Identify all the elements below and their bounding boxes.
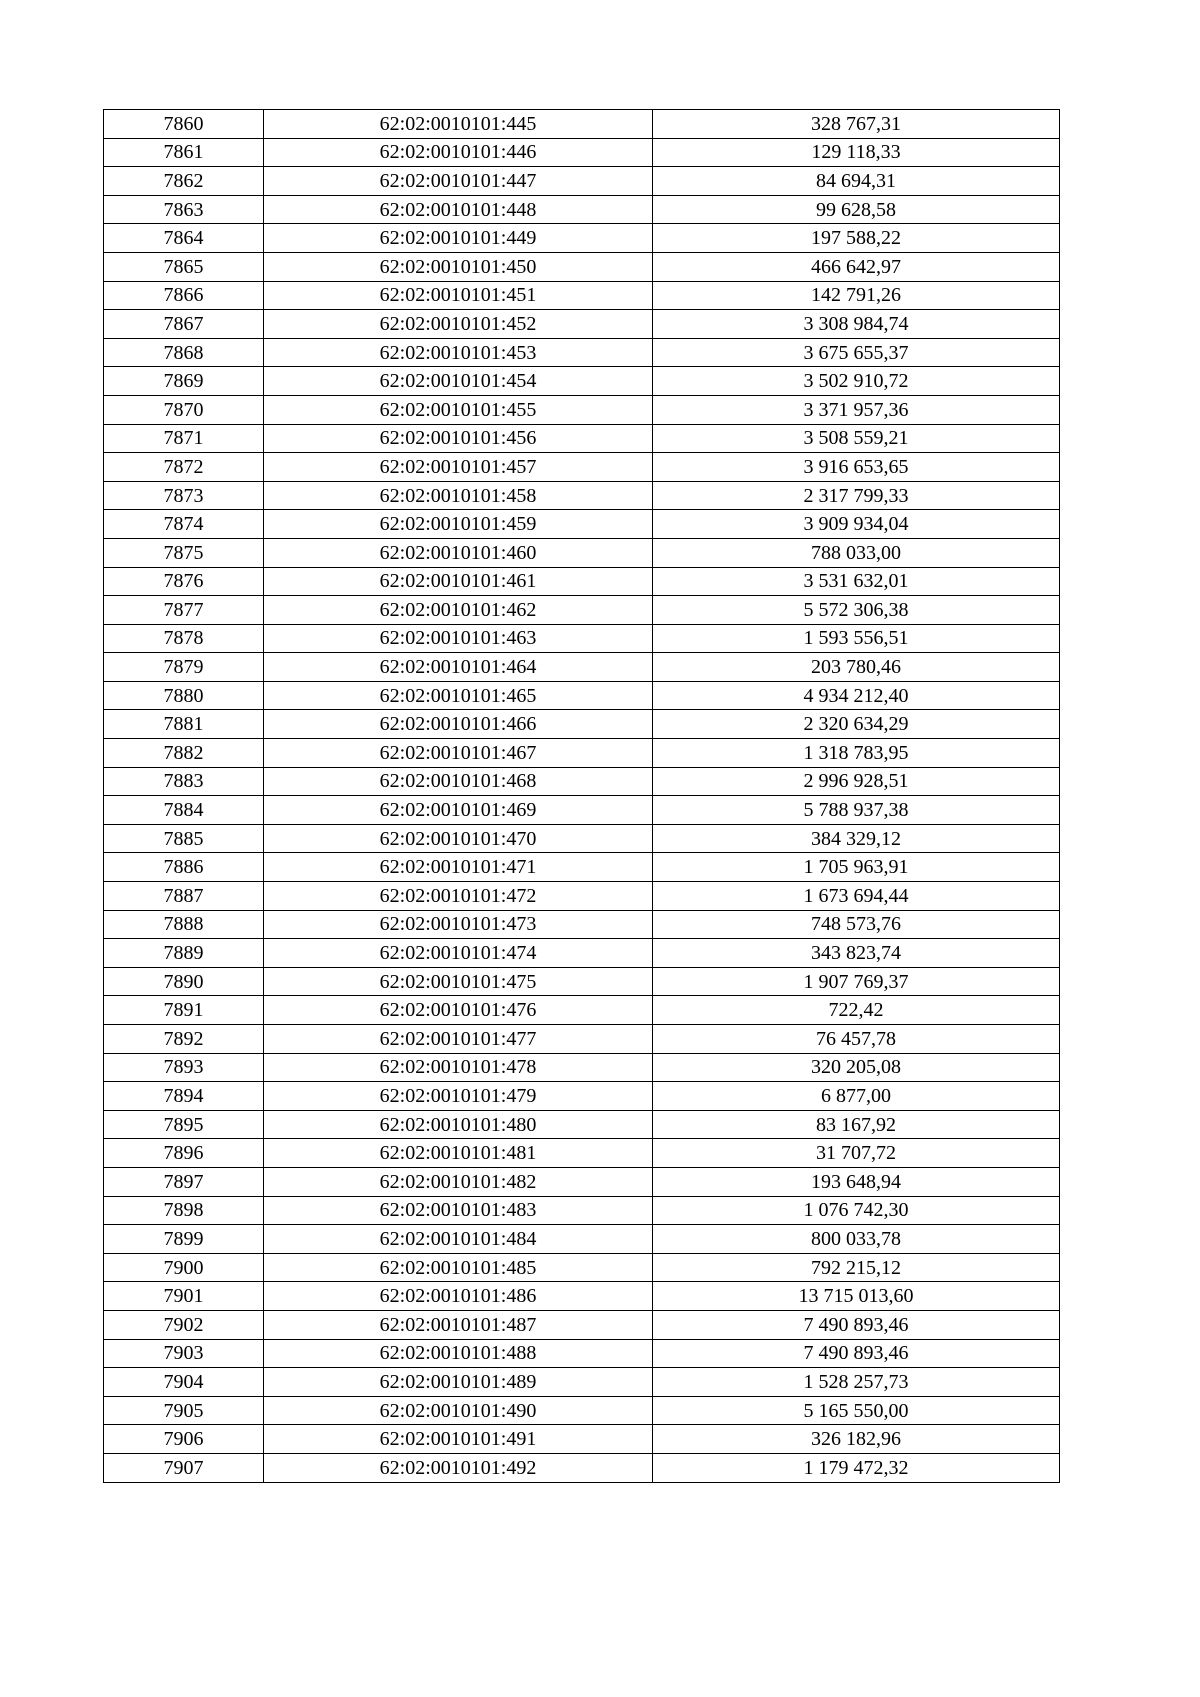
cadastral-value-cell: 320 205,08 [653, 1053, 1060, 1082]
cadastral-number-cell: 62:02:0010101:481 [264, 1139, 653, 1168]
cadastral-value-cell: 129 118,33 [653, 138, 1060, 167]
table-row [104, 1396, 1060, 1425]
cadastral-number-cell: 62:02:0010101:466 [264, 710, 653, 739]
cadastral-number-cell: 62:02:0010101:477 [264, 1025, 653, 1054]
cadastral-number-cell: 62:02:0010101:450 [264, 252, 653, 281]
cadastral-number-cell: 62:02:0010101:458 [264, 481, 653, 510]
row-number-cell: 7864 [104, 224, 264, 253]
cadastral-number-cell: 62:02:0010101:491 [264, 1425, 653, 1454]
cadastral-value-cell: 2 317 799,33 [653, 481, 1060, 510]
row-number-cell: 7861 [104, 138, 264, 167]
cadastral-value-cell: 3 531 632,01 [653, 567, 1060, 596]
row-number-cell: 7878 [104, 624, 264, 653]
cadastral-value-cell: 193 648,94 [653, 1167, 1060, 1196]
cadastral-number-cell: 62:02:0010101:462 [264, 596, 653, 625]
cadastral-value-cell: 748 573,76 [653, 910, 1060, 939]
cadastral-number-cell: 62:02:0010101:483 [264, 1196, 653, 1225]
table-row [104, 453, 1060, 482]
cadastral-number-cell: 62:02:0010101:476 [264, 996, 653, 1025]
cadastral-number-cell: 62:02:0010101:475 [264, 967, 653, 996]
row-number-cell: 7891 [104, 996, 264, 1025]
cadastral-value-cell: 7 490 893,46 [653, 1310, 1060, 1339]
cadastral-number-cell: 62:02:0010101:454 [264, 367, 653, 396]
cadastral-value-cell: 3 508 559,21 [653, 424, 1060, 453]
table-row [104, 882, 1060, 911]
row-number-cell: 7862 [104, 167, 264, 196]
cadastral-value-cell: 788 033,00 [653, 538, 1060, 567]
cadastral-number-cell: 62:02:0010101:486 [264, 1282, 653, 1311]
cadastral-number-cell: 62:02:0010101:489 [264, 1368, 653, 1397]
row-number-cell: 7870 [104, 395, 264, 424]
cadastral-value-cell: 792 215,12 [653, 1253, 1060, 1282]
row-number-cell: 7894 [104, 1082, 264, 1111]
cadastral-number-cell: 62:02:0010101:463 [264, 624, 653, 653]
row-number-cell: 7907 [104, 1453, 264, 1482]
row-number-cell: 7872 [104, 453, 264, 482]
table-row [104, 1082, 1060, 1111]
row-number-cell: 7900 [104, 1253, 264, 1282]
row-number-cell: 7892 [104, 1025, 264, 1054]
table-row [104, 939, 1060, 968]
cadastral-number-cell: 62:02:0010101:492 [264, 1453, 653, 1482]
row-number-cell: 7904 [104, 1368, 264, 1397]
cadastral-number-cell: 62:02:0010101:456 [264, 424, 653, 453]
table-row [104, 1053, 1060, 1082]
row-number-cell: 7905 [104, 1396, 264, 1425]
cadastral-value-cell: 3 371 957,36 [653, 395, 1060, 424]
cadastral-value-cell: 328 767,31 [653, 110, 1060, 139]
cadastral-value-cell: 1 907 769,37 [653, 967, 1060, 996]
table-row [104, 224, 1060, 253]
table-row [104, 739, 1060, 768]
table-row [104, 1167, 1060, 1196]
cadastral-value-table [103, 109, 1060, 1483]
table-row [104, 910, 1060, 939]
row-number-cell: 7863 [104, 195, 264, 224]
cadastral-number-cell: 62:02:0010101:457 [264, 453, 653, 482]
row-number-cell: 7881 [104, 710, 264, 739]
row-number-cell: 7899 [104, 1225, 264, 1254]
row-number-cell: 7887 [104, 882, 264, 911]
table-row [104, 510, 1060, 539]
cadastral-number-cell: 62:02:0010101:490 [264, 1396, 653, 1425]
row-number-cell: 7865 [104, 252, 264, 281]
table-row [104, 338, 1060, 367]
cadastral-value-cell: 3 502 910,72 [653, 367, 1060, 396]
row-number-cell: 7873 [104, 481, 264, 510]
cadastral-number-cell: 62:02:0010101:453 [264, 338, 653, 367]
cadastral-value-cell: 1 076 742,30 [653, 1196, 1060, 1225]
cadastral-number-cell: 62:02:0010101:448 [264, 195, 653, 224]
cadastral-number-cell: 62:02:0010101:485 [264, 1253, 653, 1282]
cadastral-value-cell: 76 457,78 [653, 1025, 1060, 1054]
cadastral-value-cell: 2 320 634,29 [653, 710, 1060, 739]
table-row [104, 824, 1060, 853]
table-row [104, 138, 1060, 167]
cadastral-value-cell: 1 593 556,51 [653, 624, 1060, 653]
table-row [104, 853, 1060, 882]
cadastral-value-cell: 3 308 984,74 [653, 310, 1060, 339]
cadastral-number-cell: 62:02:0010101:470 [264, 824, 653, 853]
table-row [104, 367, 1060, 396]
row-number-cell: 7867 [104, 310, 264, 339]
cadastral-value-cell: 3 916 653,65 [653, 453, 1060, 482]
row-number-cell: 7889 [104, 939, 264, 968]
cadastral-number-cell: 62:02:0010101:473 [264, 910, 653, 939]
row-number-cell: 7893 [104, 1053, 264, 1082]
cadastral-value-cell: 5 165 550,00 [653, 1396, 1060, 1425]
table-row [104, 1225, 1060, 1254]
row-number-cell: 7888 [104, 910, 264, 939]
cadastral-number-cell: 62:02:0010101:487 [264, 1310, 653, 1339]
table-row [104, 1110, 1060, 1139]
table-row [104, 1282, 1060, 1311]
table-row [104, 1253, 1060, 1282]
table-row [104, 796, 1060, 825]
row-number-cell: 7860 [104, 110, 264, 139]
row-number-cell: 7895 [104, 1110, 264, 1139]
cadastral-value-cell: 800 033,78 [653, 1225, 1060, 1254]
table-row [104, 567, 1060, 596]
cadastral-value-cell: 466 642,97 [653, 252, 1060, 281]
cadastral-number-cell: 62:02:0010101:461 [264, 567, 653, 596]
cadastral-number-cell: 62:02:0010101:478 [264, 1053, 653, 1082]
table-row [104, 252, 1060, 281]
table-row [104, 1139, 1060, 1168]
cadastral-value-cell: 83 167,92 [653, 1110, 1060, 1139]
cadastral-value-cell: 99 628,58 [653, 195, 1060, 224]
cadastral-value-cell: 5 788 937,38 [653, 796, 1060, 825]
cadastral-number-cell: 62:02:0010101:482 [264, 1167, 653, 1196]
table-row [104, 310, 1060, 339]
cadastral-number-cell: 62:02:0010101:449 [264, 224, 653, 253]
row-number-cell: 7874 [104, 510, 264, 539]
cadastral-value-cell: 1 705 963,91 [653, 853, 1060, 882]
table-row [104, 710, 1060, 739]
row-number-cell: 7877 [104, 596, 264, 625]
cadastral-number-cell: 62:02:0010101:480 [264, 1110, 653, 1139]
cadastral-value-cell: 2 996 928,51 [653, 767, 1060, 796]
row-number-cell: 7875 [104, 538, 264, 567]
row-number-cell: 7876 [104, 567, 264, 596]
cadastral-number-cell: 62:02:0010101:484 [264, 1225, 653, 1254]
cadastral-value-cell: 3 909 934,04 [653, 510, 1060, 539]
cadastral-value-cell: 13 715 013,60 [653, 1282, 1060, 1311]
cadastral-value-cell: 1 179 472,32 [653, 1453, 1060, 1482]
row-number-cell: 7885 [104, 824, 264, 853]
table-body [104, 110, 1060, 1483]
row-number-cell: 7890 [104, 967, 264, 996]
row-number-cell: 7903 [104, 1339, 264, 1368]
row-number-cell: 7886 [104, 853, 264, 882]
table-row [104, 538, 1060, 567]
cadastral-number-cell: 62:02:0010101:469 [264, 796, 653, 825]
cadastral-value-cell: 722,42 [653, 996, 1060, 1025]
cadastral-value-cell: 4 934 212,40 [653, 681, 1060, 710]
cadastral-value-cell: 343 823,74 [653, 939, 1060, 968]
table-row [104, 1368, 1060, 1397]
row-number-cell: 7902 [104, 1310, 264, 1339]
cadastral-number-cell: 62:02:0010101:455 [264, 395, 653, 424]
row-number-cell: 7866 [104, 281, 264, 310]
table-row [104, 1425, 1060, 1454]
table-row [104, 281, 1060, 310]
cadastral-value-cell: 6 877,00 [653, 1082, 1060, 1111]
table-row [104, 596, 1060, 625]
table-row [104, 1025, 1060, 1054]
cadastral-number-cell: 62:02:0010101:447 [264, 167, 653, 196]
cadastral-number-cell: 62:02:0010101:465 [264, 681, 653, 710]
cadastral-value-cell: 142 791,26 [653, 281, 1060, 310]
table-row [104, 967, 1060, 996]
row-number-cell: 7868 [104, 338, 264, 367]
table-row [104, 1196, 1060, 1225]
cadastral-number-cell: 62:02:0010101:446 [264, 138, 653, 167]
cadastral-value-cell: 31 707,72 [653, 1139, 1060, 1168]
cadastral-value-cell: 7 490 893,46 [653, 1339, 1060, 1368]
cadastral-value-cell: 1 528 257,73 [653, 1368, 1060, 1397]
row-number-cell: 7884 [104, 796, 264, 825]
cadastral-number-cell: 62:02:0010101:468 [264, 767, 653, 796]
row-number-cell: 7901 [104, 1282, 264, 1311]
cadastral-number-cell: 62:02:0010101:472 [264, 882, 653, 911]
cadastral-number-cell: 62:02:0010101:464 [264, 653, 653, 682]
table-row [104, 167, 1060, 196]
table-row [104, 110, 1060, 139]
row-number-cell: 7897 [104, 1167, 264, 1196]
cadastral-number-cell: 62:02:0010101:471 [264, 853, 653, 882]
cadastral-number-cell: 62:02:0010101:452 [264, 310, 653, 339]
row-number-cell: 7880 [104, 681, 264, 710]
cadastral-value-cell: 5 572 306,38 [653, 596, 1060, 625]
row-number-cell: 7871 [104, 424, 264, 453]
row-number-cell: 7879 [104, 653, 264, 682]
cadastral-value-cell: 1 673 694,44 [653, 882, 1060, 911]
row-number-cell: 7896 [104, 1139, 264, 1168]
table-row [104, 996, 1060, 1025]
table-row [104, 624, 1060, 653]
row-number-cell: 7898 [104, 1196, 264, 1225]
table-row [104, 1310, 1060, 1339]
cadastral-value-cell: 3 675 655,37 [653, 338, 1060, 367]
cadastral-number-cell: 62:02:0010101:467 [264, 739, 653, 768]
table-row [104, 195, 1060, 224]
cadastral-number-cell: 62:02:0010101:479 [264, 1082, 653, 1111]
cadastral-number-cell: 62:02:0010101:451 [264, 281, 653, 310]
table-row [104, 395, 1060, 424]
cadastral-number-cell: 62:02:0010101:488 [264, 1339, 653, 1368]
table-row [104, 424, 1060, 453]
cadastral-number-cell: 62:02:0010101:459 [264, 510, 653, 539]
table-row [104, 653, 1060, 682]
row-number-cell: 7882 [104, 739, 264, 768]
cadastral-value-cell: 326 182,96 [653, 1425, 1060, 1454]
cadastral-value-cell: 84 694,31 [653, 167, 1060, 196]
cadastral-value-cell: 203 780,46 [653, 653, 1060, 682]
cadastral-number-cell: 62:02:0010101:474 [264, 939, 653, 968]
cadastral-value-cell: 1 318 783,95 [653, 739, 1060, 768]
table-row [104, 1339, 1060, 1368]
cadastral-number-cell: 62:02:0010101:460 [264, 538, 653, 567]
table-row [104, 1453, 1060, 1482]
row-number-cell: 7883 [104, 767, 264, 796]
cadastral-number-cell: 62:02:0010101:445 [264, 110, 653, 139]
row-number-cell: 7906 [104, 1425, 264, 1454]
cadastral-value-cell: 197 588,22 [653, 224, 1060, 253]
cadastral-value-cell: 384 329,12 [653, 824, 1060, 853]
table-row [104, 481, 1060, 510]
row-number-cell: 7869 [104, 367, 264, 396]
table-row [104, 767, 1060, 796]
table-row [104, 681, 1060, 710]
